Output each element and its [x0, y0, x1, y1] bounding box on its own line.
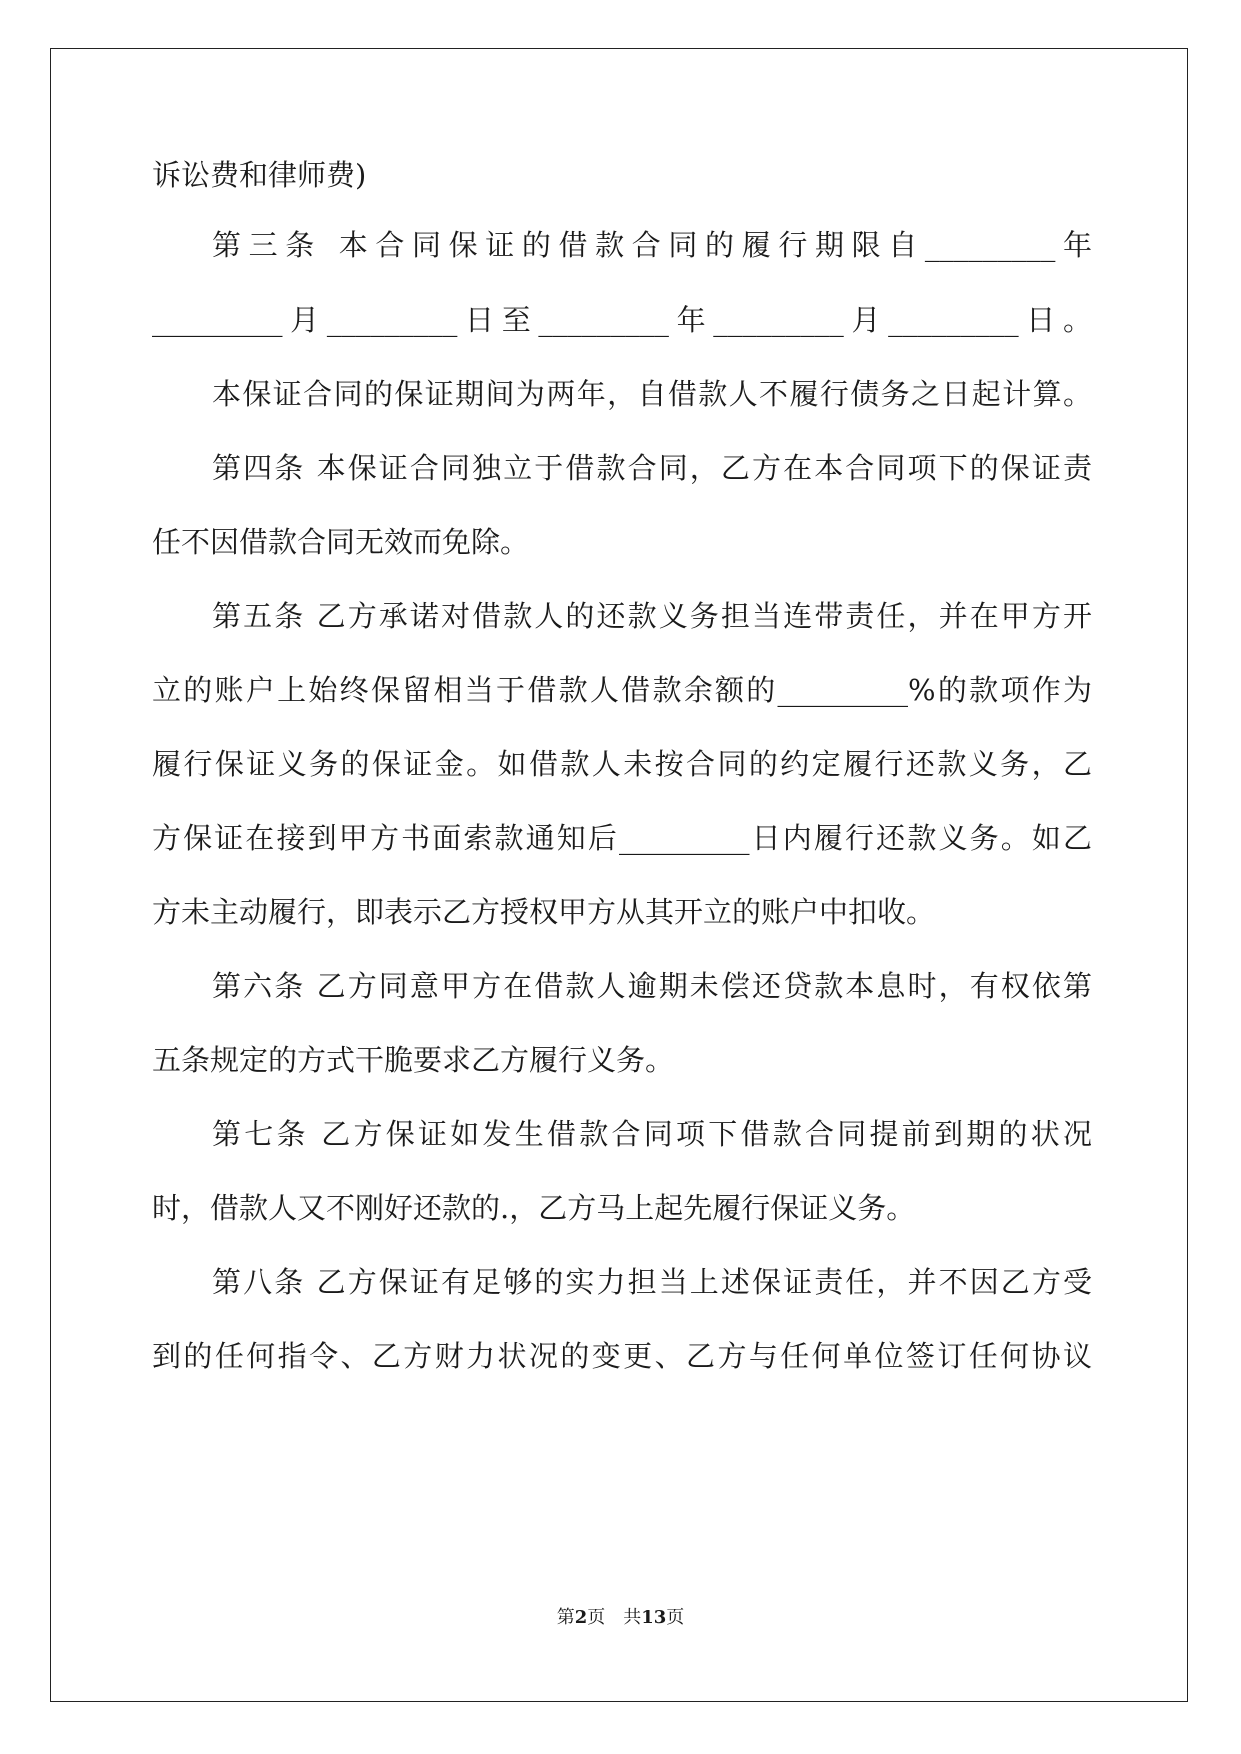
text-line-15: 时，借款人又不刚好还款的.，乙方马上起先履行保证义务。 [152, 1191, 916, 1225]
text-line-12: 第六条 乙方同意甲方在借款人逾期未偿还贷款本息时，有权依第 [212, 969, 1092, 1003]
text-line-7: 第五条 乙方承诺对借款人的还款义务担当连带责任，并在甲方开 [212, 599, 1092, 633]
text-line-8: 立的账户上始终保留相当于借款人借款余额的_________%的款项作为 [152, 673, 1092, 707]
current-page-number: 2 [574, 1607, 588, 1628]
footer-mid: 页 共 [587, 1607, 642, 1628]
text-line-5: 第四条 本保证合同独立于借款合同，乙方在本合同项下的保证责 [212, 451, 1092, 485]
text-line-17: 到的任何指令、乙方财力状况的变更、乙方与任何单位签订任何协议 [152, 1339, 1092, 1373]
footer-prefix: 第 [556, 1607, 575, 1628]
text-line-2: 第三条 本合同保证的借款合同的履行期限自_________年 [212, 228, 1092, 262]
text-line-14: 第七条 乙方保证如发生借款合同项下借款合同提前到期的状况 [212, 1117, 1092, 1151]
text-line-1: 诉讼费和律师费) [152, 158, 367, 192]
text-line-3: _________月_________日至_________年_________月_________日。 [152, 303, 1092, 337]
total-page-number: 13 [641, 1607, 667, 1628]
text-line-4: 本保证合同的保证期间为两年，自借款人不履行债务之日起计算。 [212, 377, 1092, 411]
footer-suffix: 页 [666, 1607, 685, 1628]
text-line-10: 方保证在接到甲方书面索款通知后_________日内履行还款义务。如乙 [152, 821, 1092, 855]
text-line-9: 履行保证义务的保证金。如借款人未按合同的约定履行还款义务，乙 [152, 747, 1092, 781]
text-line-11: 方未主动履行，即表示乙方授权甲方从其开立的账户中扣收。 [152, 895, 936, 929]
page-footer [0, 1603, 1241, 1629]
text-line-16: 第八条 乙方保证有足够的实力担当上述保证责任，并不因乙方受 [212, 1265, 1092, 1299]
text-line-13: 五条规定的方式干脆要求乙方履行义务。 [152, 1043, 675, 1077]
page-border [50, 48, 1188, 1702]
text-line-6: 任不因借款合同无效而免除。 [152, 525, 530, 559]
